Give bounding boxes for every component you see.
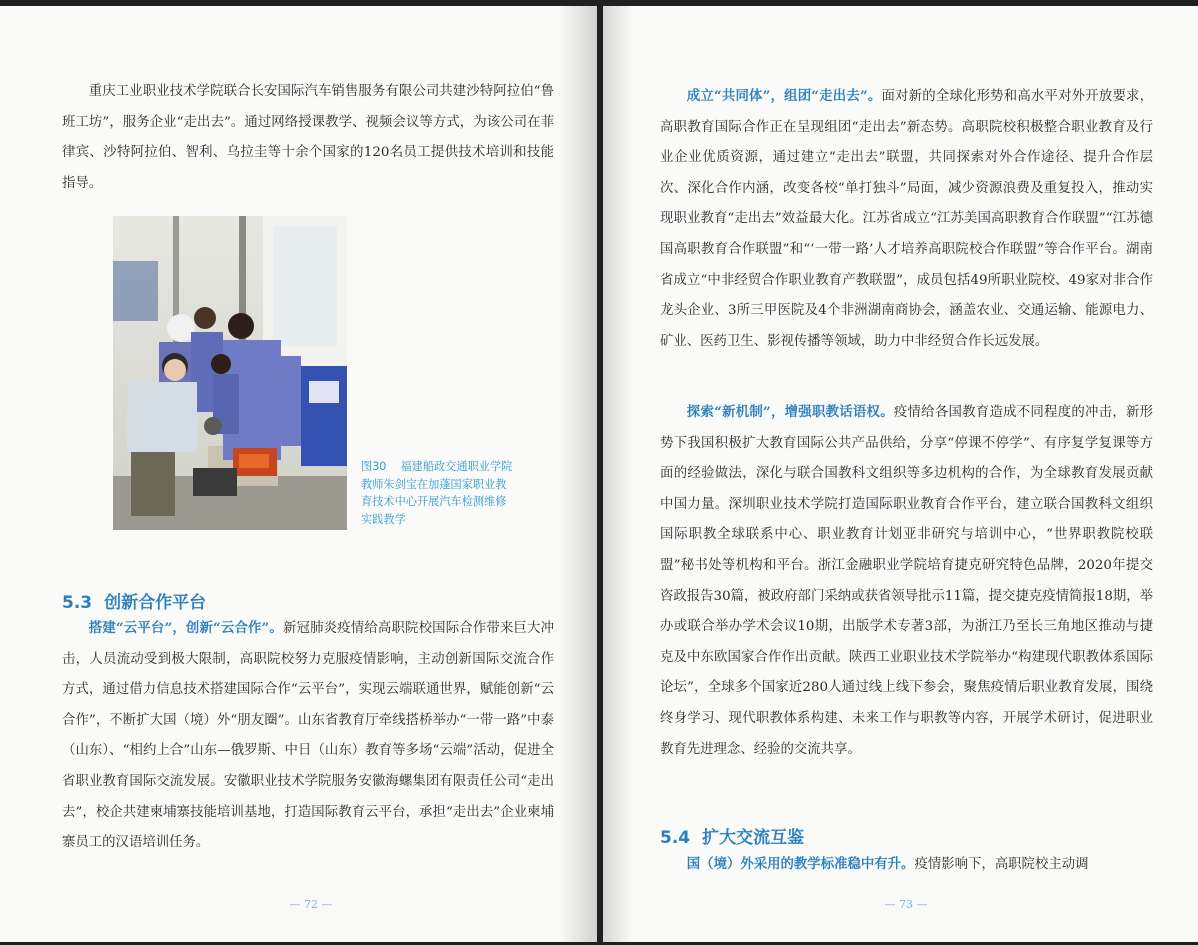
paragraph-2 xyxy=(660,397,1153,765)
figure-caption xyxy=(361,458,516,528)
left-page xyxy=(0,6,597,942)
paragraph-3 xyxy=(660,849,1153,881)
figure-caption-text: 福建船政交通职业学院教师朱剑宝在加蓬国家职业教育技术中心开展汽车检测维修实践教学 xyxy=(361,460,513,526)
paragraph-lead: 探索“新机制”，增强职教话语权。 xyxy=(686,404,894,420)
section-number: 5.3 xyxy=(62,593,93,613)
spine-shadow xyxy=(603,6,633,942)
paragraph-lead: 成立“共同体”，组团“走出去”。 xyxy=(686,88,882,104)
section-paragraph xyxy=(62,613,554,859)
section-title: 扩大交流互鉴 xyxy=(702,828,805,848)
page-number: — 73 — xyxy=(884,898,928,911)
figure-photo xyxy=(113,216,347,530)
paragraph-1 xyxy=(660,81,1153,357)
paragraph-body: 面对新的全球化形势和高水平对外开放要求，高职教育国际合作正在呈现组团“走出去”新态势。高职院校积极整合职业教育及行业企业优质资源，通过建立“走出去”联盟，共同探索对外合作途径、提升合作层次、深化合作内涵，改变各校“单打独斗”局面，减少资源浪费及重复投入，推动实现职业教育“走出去”效益最大化。江苏省成立“江苏美国高职教育合作联盟”“江苏德国高职教育合作联盟”和“‘一带一路’人才培养高职院校合作联盟”等合作平台。湖南省成立“中非经贸合作职业教育产教联盟”，成员包括49所职业院校、49家对非合作龙头企业、3所三甲医院及4个非洲湖南商协会，涵盖农业、交通运输、能源电力、矿业、医药卫生、影视传播等领域，助力中非经贸合作长远发展。 xyxy=(660,89,1154,349)
intro-paragraph: 重庆工业职业技术学院联合长安国际汽车销售服务有限公司共建沙特阿拉伯“鲁班工坊”，服务企业“走出去”。通过网络授课教学、视频会议等方式，为该公司在菲律宾、沙特阿拉伯、智利、乌拉圭等十余个国家的120名员工提供技术培训和技能指导。 xyxy=(62,84,554,191)
paragraph-lead: 搭建“云平台”，创新“云合作”。 xyxy=(88,620,283,636)
spine-shadow xyxy=(559,6,597,942)
section-title: 创新合作平台 xyxy=(104,593,207,613)
right-page xyxy=(603,6,1198,942)
paragraph-body: 疫情影响下，高职院校主动调 xyxy=(914,857,1089,872)
page-number: — 72 — xyxy=(289,898,333,911)
paragraph-body: 疫情给各国教育造成不同程度的冲击，新形势下我国积极扩大教育国际公共产品供给，分享“停课不停学”、有序复学复课等方面的经验做法，深化与联合国教科文组织等多边机构的合作，为全球教育发展贡献中国力量。深圳职业技术学院打造国际职业教育合作平台，建立联合国教科文组织国际职教全球联系中心、职业教育计划亚非研究与培训中心，“世界职教院校联盟”秘书处等机构和平台。浙江金融职业学院培育捷克研究特色品牌，2020年提交咨政报告30篇，被政府部门采纳或获省领导批示11篇，提交捷克疫情简报18期，举办或联合举办学术会议10期，出版学术专著3部，为浙江乃至长三角地区推动与捷克及中东欧国家合作作出贡献。陕西工业职业技术学院举办“构建现代职教体系国际论坛”，全球多个国家近280人通过线上线下参会，聚焦疫情后职业教育发展，围绕终身学习、现代职教体系构建、未来工作与职教等内容，开展学术研讨，促进职业教育先进理念、经验的交流共享。 xyxy=(660,405,1154,757)
section-number: 5.4 xyxy=(660,828,691,848)
section-heading-5-3 xyxy=(62,592,206,614)
paragraph-lead: 国（境）外采用的教学标准稳中有升。 xyxy=(686,856,915,872)
paragraph-body: 新冠肺炎疫情给高职院校国际合作带来巨大冲击，人员流动受到极大限制，高职院校努力克服疫情影响，主动创新国际交流合作方式，通过借力信息技术搭建国际合作“云平台”，实现云端联通世界，赋能创新“云合作”，不断扩大国（境）外“朋友圈”。山东省教育厅牵线搭桥举办“一带一路”中泰（山东）、“相约上合”山东—俄罗斯、中日（山东）教育等多场“云端”活动，促进全省职业教育国际交流发展。安徽职业技术学院服务安徽海螺集团有限责任公司“走出去”，校企共建柬埔寨技能培训基地，打造国际教育云平台，承担“走出去”企业柬埔寨员工的汉语培训任务。 xyxy=(62,621,555,851)
figure-number: 图30 xyxy=(361,460,387,473)
section-heading-5-4 xyxy=(660,827,804,849)
